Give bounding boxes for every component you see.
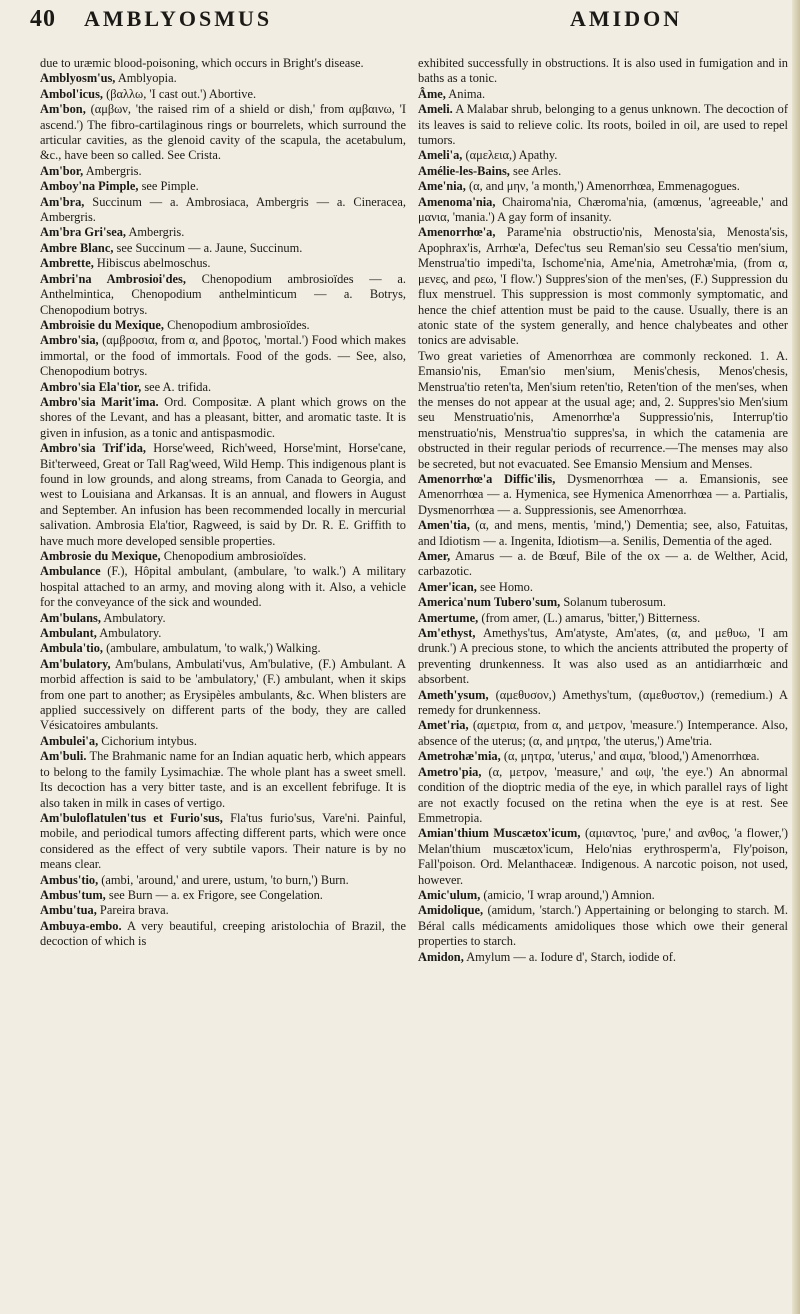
dictionary-entry: [40, 164, 406, 179]
dictionary-entry: [418, 903, 788, 949]
entry-headword: Am'bulans,: [40, 610, 101, 625]
dictionary-entry: [40, 318, 406, 333]
entry-headword: Am'bra,: [40, 194, 85, 209]
dictionary-entry: [418, 595, 788, 610]
entry-definition: Amethys'tus, Am'atyste, Am'ates, (α, and μεθυω, 'I am drunk.') A precious stone, to which the ancients attributed the property of preventing drunkenness. It was also used as an antidiarrhœic and absorbent.: [418, 626, 788, 687]
dictionary-entry: [40, 919, 406, 950]
dictionary-entry: [40, 903, 406, 918]
dictionary-entry: [40, 333, 406, 379]
entry-headword: Amer,: [418, 549, 451, 563]
dictionary-entry: [418, 472, 788, 518]
dictionary-entry: [40, 272, 406, 318]
dictionary-entry: [40, 641, 406, 656]
entry-definition: Anima.: [448, 86, 486, 101]
left-column: [40, 56, 406, 1306]
dictionary-entry: [418, 626, 788, 688]
entry-headword: Ambulance: [40, 564, 101, 579]
entry-definition: see Homo.: [479, 579, 533, 594]
entry-definition: (amicio, 'I wrap around,') Amnion.: [483, 887, 655, 902]
entry-headword: Am'buli.: [40, 749, 87, 764]
dictionary-entry: [40, 56, 406, 71]
dictionary-entry: [418, 164, 788, 179]
entry-definition: Ord. Compositæ. A plant which grows on the shores of the Levant, and has a pleasant, bitter, and aromatic taste. It is given in infusion, as a tonic and antispasmodic.: [40, 394, 406, 440]
entry-headword: Amenorrhœ'a Diffic'ilis,: [418, 471, 556, 486]
entry-definition: Chenopodium ambrosioïdes.: [163, 549, 307, 563]
entry-definition: Amylum — a. Iodure d', Starch, iodide of.: [466, 949, 676, 964]
entry-definition: (F.), Hôpital ambulant, (ambulare, 'to walk.') A military hospital attached to an army, and moving along with it. Also, a vehicle for the conveyance of the sick and wounded.: [40, 564, 406, 610]
dictionary-entry: [418, 765, 788, 827]
dictionary-entry: [418, 611, 788, 626]
dictionary-entry: [40, 811, 406, 873]
entry-headword: Amenorrhœ'a,: [418, 225, 496, 240]
entry-definition: (from amer, (L.) amarus, 'bitter,') Bitterness.: [481, 610, 701, 625]
entry-definition: Solanum tuberosum.: [563, 595, 666, 610]
entry-definition: Pareira brava.: [99, 903, 169, 918]
entry-headword: Am'ethyst,: [418, 626, 476, 641]
entry-definition: Succinum — a. Ambrosiaca, Ambergris — a. Cineracea, Ambergris.: [40, 194, 406, 225]
dictionary-entry: [418, 749, 788, 764]
entry-headword: Ame'nia,: [418, 179, 466, 194]
dictionary-entry: [40, 241, 406, 256]
entry-definition: (α, and mens, mentis, 'mind,') Dementia; see, also, Fatuitas, and Idiotism — a. Ingenita, Idiotism—a. Senilis, Dementia of the aged.: [418, 518, 788, 548]
dictionary-entry: [40, 657, 406, 734]
entry-definition: (αμετρια, from α, and μετρον, 'measure.') Intemperance. Also, absence of the uterus; (α, and μητρα, 'the uterus,') Ame'tria.: [418, 718, 788, 748]
dictionary-entry: [40, 441, 406, 549]
entry-definition: (ambi, 'around,' and urere, ustum, 'to burn,') Burn.: [101, 872, 349, 887]
entry-headword: Amenoma'nia,: [418, 194, 496, 209]
entry-definition: (amidum, 'starch.') Appertaining or belonging to starch. M. Béral calls médicaments amidoliques those which owe their general properties to starch.: [418, 903, 788, 949]
entry-definition: (αμελεια,) Apathy.: [465, 148, 558, 163]
entry-headword: Amen'tia,: [418, 518, 470, 533]
entry-definition: Hibiscus abelmoschus.: [96, 256, 211, 271]
dictionary-entry: [418, 179, 788, 194]
entry-headword: Ambula'tio,: [40, 641, 103, 656]
entry-headword: Ambus'tio,: [40, 872, 99, 887]
dictionary-entry: [418, 349, 788, 472]
dictionary-entry: [418, 56, 788, 87]
dictionary-entry: [40, 564, 406, 610]
entry-headword: Ambro'sia,: [40, 333, 99, 348]
entry-definition: see Arles.: [513, 163, 562, 178]
entry-definition: see Succinum — a. Jaune, Succinum.: [116, 240, 303, 255]
entry-definition: (α, and μην, 'a month,') Amenorrhœa, Emmenagogues.: [468, 179, 740, 194]
entry-headword: Ametro'pia,: [418, 764, 482, 779]
dictionary-entry: [40, 195, 406, 226]
entry-headword: Amer'ican,: [418, 579, 477, 594]
dictionary-entry: [40, 734, 406, 749]
entry-headword: Ambus'tum,: [40, 887, 106, 902]
entry-definition: A very beautiful, creeping aristolochia of Brazil, the decoction of which is: [40, 918, 406, 949]
entry-definition: Ambergris.: [128, 225, 185, 240]
entry-headword: Ambol'icus,: [40, 86, 103, 101]
entry-definition: see A. trifida.: [144, 379, 212, 394]
dictionary-entry: [418, 888, 788, 903]
entry-headword: Ambri'na Ambrosioi'des,: [40, 271, 186, 286]
entry-definition: Ambulatory.: [103, 610, 166, 625]
entry-headword: Ambuya-embo.: [40, 918, 122, 933]
entry-definition: Parame'nia obstructio'nis, Menosta'sia, Menosta'sis, Apophrax'is, Arrhœ'a, Defec'tus seu Reman'sio seu Cessa'tio men'sium, Menstrua'tio impedi'ta, Ischome'nia, Ame'nia, Ametrohæ'mia, (from α, μενες, and ρεω, 'I flow.') Suppres'sion of the men'ses, (F.) Suppression du flux menstruel. This suppression is most commonly symptomatic, and hence the chief attention must be paid to the cause. Usually, there is an atonic state of the system generally, and hence chalybeates and other tonics are advisable.: [418, 225, 788, 348]
entry-headword: Amélie-les-Bains,: [418, 163, 510, 178]
entry-headword: Ambro'sia Ela'tior,: [40, 379, 142, 394]
dictionary-entry: [418, 826, 788, 888]
entry-headword: Ambrette,: [40, 256, 94, 271]
entry-headword: Amboy'na Pimple,: [40, 179, 139, 194]
entry-headword: Amblyosm'us,: [40, 71, 116, 86]
entry-definition: Two great varieties of Amenorrhœa are commonly reckoned. 1. A. Emansio'nis, Eman'sio men'sium, Menis'chesis, Menos'chesis, Menstrua'tio reten'ta, Men'sium reten'tio, Reten'tion of the men'ses, when the menses do not appear at the usual age; and, 2. Suppres'sio Men'sium seu Menstruatio'nis, Amenorrhœ'a Suppressio'nis, Interrup'tio menstruatio'nis, Menstrua'tio suppres'sa, in which the catamenia are obstructed in their regular periods of recurrence.—The menses may also be secreted, but not evacuated. See Emansio Mensium and Menses.: [418, 348, 788, 471]
dictionary-entry: [418, 549, 788, 580]
entry-definition: Chairoma'nia, Chæroma'nia, (amœnus, 'agreeable,' and μανια, 'mania.') A gay form of insanity.: [418, 194, 788, 225]
entry-headword: Ameth'ysum,: [418, 687, 489, 702]
dictionary-entry: [40, 179, 406, 194]
entry-headword: Amidon,: [418, 949, 464, 964]
entry-definition: A Malabar shrub, belonging to a genus unknown. The decoction of its leaves is said to relieve colic. Its roots, boiled in oil, are used to repel tumors.: [418, 102, 788, 148]
entry-headword: Am'bra Gri'sea,: [40, 225, 127, 240]
running-header: [0, 0, 800, 44]
entry-definition: Am'bulans, Ambulati'vus, Am'bulative, (F.) Ambulant. A morbid affection is said to be 'ambulatory,' (F.) ambulant, when it skips from one part to another; as Erysipèles ambulants, &c. When blisters are applied successively on different parts of the body, they are called Vésicatoires ambulants.: [40, 656, 406, 733]
entry-headword: Amertume,: [418, 610, 479, 625]
dictionary-entry: [40, 611, 406, 626]
entry-definition: (αμβων, 'the raised rim of a shield or dish,' from αμβαινω, 'I ascend.') The fibro-cartilaginous rings or bourrelets, which surround the articular cavities, as the glenoid cavity of the scapula, the acetabulum, &c., have been so called. See Crista.: [40, 102, 406, 163]
entry-headword: Ameli.: [418, 102, 453, 117]
dictionary-entry: [418, 580, 788, 595]
entry-headword: Am'bon,: [40, 102, 86, 117]
entry-definition: Amarus — a. de Bœuf, Bile of the ox — a. de Welther, Acid, carbazotic.: [418, 549, 788, 579]
dictionary-entry: [40, 549, 406, 564]
entry-headword: Amidolique,: [418, 903, 484, 918]
dictionary-entry: [418, 688, 788, 719]
entry-definition: Amblyopia.: [117, 71, 177, 86]
entry-definition: due to uræmic blood-poisoning, which occurs in Bright's disease.: [40, 56, 364, 70]
dictionary-entry: [40, 87, 406, 102]
entry-headword: Amic'ulum,: [418, 887, 481, 902]
entry-definition: Ambulatory.: [99, 626, 162, 641]
entry-definition: (αμβροσια, from α, and βροτος, 'mortal.') Food which makes immortal, or the food of immortals. Food of the gods. — See, also, Chenopodium botrys.: [40, 333, 406, 379]
dictionary-entry: [40, 888, 406, 903]
entry-definition: see Burn — a. ex Frigore, see Congelation.: [108, 887, 323, 902]
entry-headword: Ambro'sia Marit'ima.: [40, 394, 159, 409]
right-column: [418, 56, 788, 1306]
dictionary-entry: [40, 626, 406, 641]
entry-headword: Ambulei'a,: [40, 733, 99, 748]
entry-headword: Ambu'tua,: [40, 903, 97, 918]
dictionary-entry: [40, 256, 406, 271]
left-running-head: AMBLYOSMUS: [84, 6, 273, 31]
dictionary-entry: [40, 71, 406, 86]
entry-headword: Ambrosie du Mexique,: [40, 549, 161, 563]
entry-headword: Ametrohæ'mia,: [418, 749, 501, 764]
dictionary-entry: [418, 718, 788, 749]
entry-definition: The Brahmanic name for an Indian aquatic herb, which appears to belong to the family Lysimachiæ. The whole plant has a sweet smell. Its decoction has a very bitter taste, and is an excellent febrifuge. It is also taken in milk in cases of vertigo.: [40, 749, 406, 810]
entry-headword: Ambre Blanc,: [40, 240, 114, 255]
entry-headword: Ambroisie du Mexique,: [40, 317, 165, 332]
dictionary-entry: [40, 395, 406, 441]
entry-definition: Ambergris.: [85, 163, 142, 178]
dictionary-entry: [40, 225, 406, 240]
entry-headword: Âme,: [418, 86, 446, 101]
entry-definition: Chenopodium ambrosioïdes.: [167, 317, 310, 332]
entry-definition: Chenopodium ambrosioïdes — a. Anthelmintica, Chenopodium anthelminticum — a. Botrys, Chenopodium botrys.: [40, 271, 406, 317]
entry-headword: Am'bor,: [40, 163, 84, 178]
entry-definition: (βαλλω, 'I cast out.') Abortive.: [106, 86, 257, 101]
dictionary-entry: [40, 749, 406, 811]
right-running-head: AMIDON: [570, 6, 683, 31]
entry-headword: Amet'ria,: [418, 718, 469, 733]
dictionary-entry: [418, 518, 788, 549]
entry-definition: Cichorium intybus.: [101, 733, 197, 748]
entry-definition: (αμιαντος, 'pure,' and ανθος, 'a flower,') Melan'thium muscætox'icum, Helo'nias erythrosperm'a, Fly'poison, Fall'poison. Ord. Melanthaceæ. Indigenous. A narcotic poison, not used, however.: [418, 826, 788, 887]
entry-definition: (αμεθυσον,) Amethys'tum, (αμεθυστον,) (remedium.) A remedy for drunkenness.: [418, 687, 788, 718]
entry-headword: Ambro'sia Trif'ida,: [40, 441, 146, 456]
entry-headword: Amian'thium Muscætox'icum,: [418, 826, 581, 841]
dictionary-entry: [418, 195, 788, 226]
dictionary-entry: [418, 87, 788, 102]
dictionary-entry: [40, 102, 406, 164]
entry-headword: Ameli'a,: [418, 148, 463, 163]
entry-definition: (ambulare, ambulatum, 'to walk,') Walking.: [106, 641, 321, 656]
entry-headword: Ambulant,: [40, 626, 97, 641]
entry-definition: exhibited successfully in obstructions. It is also used in fumigation and in baths as a tonic.: [418, 56, 788, 86]
entry-definition: Fla'tus furio'sus, Vare'ni. Painful, mobile, and periodical tumors affecting different parts, which were once considered as the effect of very subtile vapors. Their nature is by no means clear.: [40, 810, 406, 872]
dictionary-entry: [418, 148, 788, 163]
entry-headword: Am'buloflatulen'tus et Furio'sus,: [40, 810, 223, 825]
dictionary-entry: [418, 102, 788, 148]
entry-definition: Horse'weed, Rich'weed, Horse'mint, Horse'cane, Bit'terweed, Great or Tall Rag'weed, Wild Hemp. This indigenous plant is found in low grounds, and along streams, from Canada to Georgia, and west to Louisiana and Arkansas. It is an annual, and flowers in August and September. An infusion has been recommended locally in mercurial salivation. Ambrosia Ela'tior, Ragweed, is said by Dr. R. E. Griffith to have much more developed sensible properties.: [40, 441, 406, 548]
entry-definition: see Pimple.: [141, 179, 199, 194]
entry-headword: Am'bulatory,: [40, 656, 111, 671]
dictionary-entry: [40, 873, 406, 888]
dictionary-entry: [40, 380, 406, 395]
entry-definition: (α, μετρον, 'measure,' and ωψ, 'the eye.') An abnormal condition of the dioptric media of the eye, in which parallel rays of light are not exactly focused on the retina when the eye is at rest. See Emmetropia.: [418, 764, 788, 825]
dictionary-entry: [418, 950, 788, 965]
page-edge: [792, 0, 800, 1314]
entry-definition: (α, μητρα, 'uterus,' and αιμα, 'blood,') Amenorrhœa.: [503, 749, 760, 764]
entry-definition: Dysmenorrhœa — a. Emansionis, see Amenorrhœa — a. Hymenica, see Hymenica Amenorrhœa — a. Partialis, Dysmenorrhœa — a. Suppressionis, see Amenorrhœa.: [418, 471, 788, 517]
entry-headword: America'num Tubero'sum,: [418, 595, 561, 610]
dictionary-entry: [418, 225, 788, 348]
page-number: 40: [30, 6, 56, 32]
